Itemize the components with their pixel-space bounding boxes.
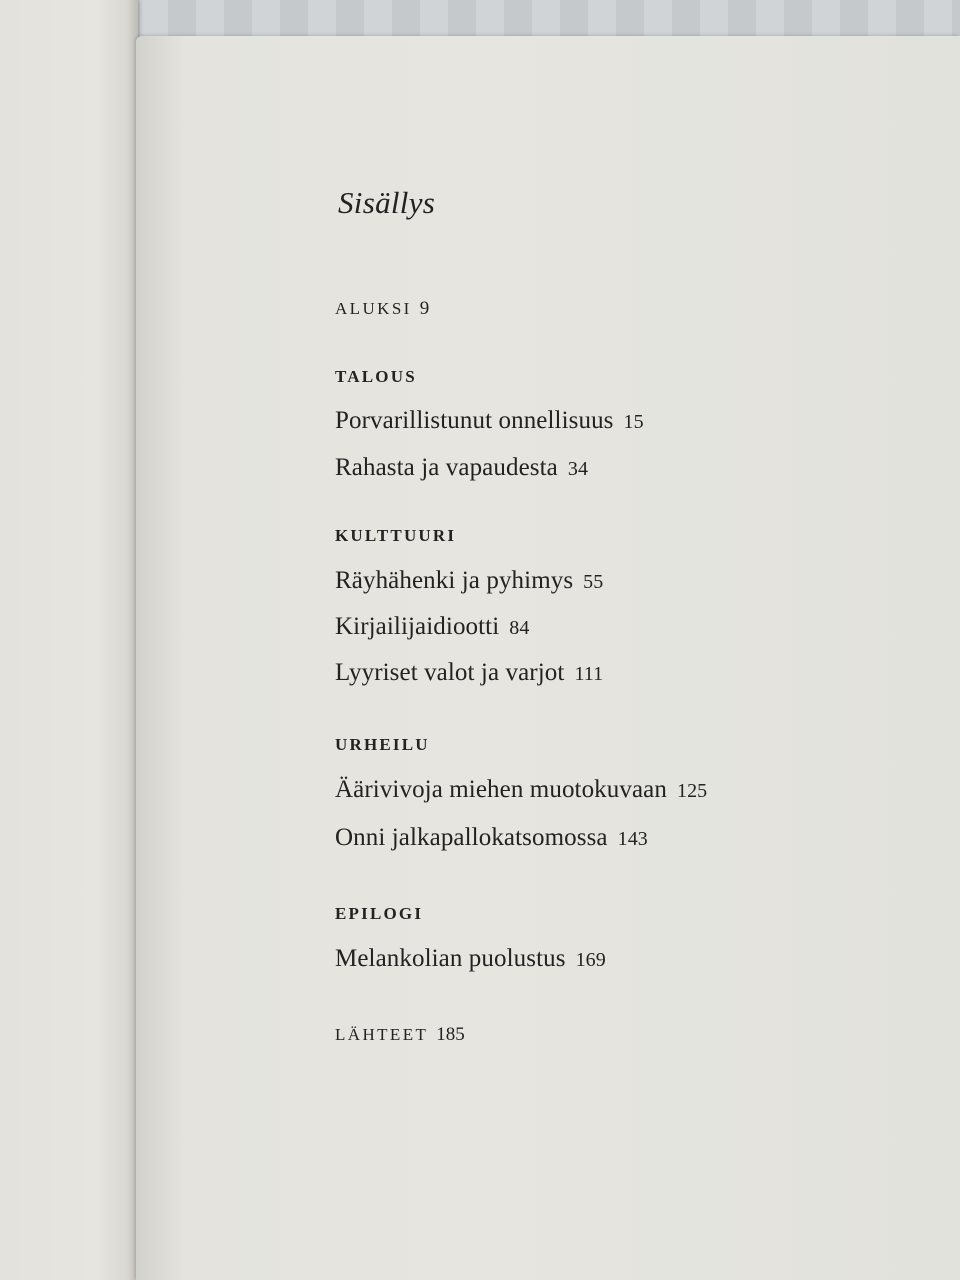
chapter-title: Porvarillistunut onnellisuus [335, 407, 614, 434]
chapter-page: 125 [676, 780, 708, 802]
toc-chapter [335, 657, 603, 690]
toc-chapter [335, 565, 603, 598]
chapter-page: 15 [623, 411, 644, 433]
toc-title: Sisällys [338, 185, 436, 220]
chapter-title: Rahasta ja vapaudesta [335, 454, 558, 481]
toc-chapter [335, 774, 707, 807]
chapter-title: Kirjailijaidiootti [335, 613, 500, 640]
chapter-page: 111 [574, 663, 604, 685]
chapter-title: Lyyriset valot ja varjot [335, 659, 565, 686]
section-heading-kulttuuri: KULTTUURI [335, 526, 457, 545]
section-heading-talous: TALOUS [335, 367, 417, 386]
toc-outro [335, 1023, 465, 1047]
section-heading-epilogi: EPILOGI [335, 904, 424, 923]
toc-chapter [335, 452, 588, 485]
chapter-title: Melankolian puolustus [335, 945, 566, 972]
toc-intro-page: 9 [419, 298, 430, 319]
chapter-page: 169 [575, 949, 606, 971]
cloth-background [0, 0, 960, 40]
toc-outro-page: 185 [436, 1024, 465, 1045]
chapter-title: Äärivivoja miehen muotokuvaan [335, 776, 667, 803]
toc-chapter [335, 943, 606, 976]
chapter-title: Onni jalkapallokatsomossa [335, 824, 608, 851]
toc-intro [335, 297, 429, 321]
chapter-page: 34 [567, 458, 589, 480]
toc-intro-label: ALUKSI [335, 299, 412, 318]
chapter-page: 84 [509, 617, 530, 639]
toc-outro-label: LÄHTEET [335, 1025, 429, 1044]
chapter-title: Räyhähenki ja pyhimys [335, 567, 574, 594]
toc-chapter [335, 405, 644, 438]
chapter-page: 55 [583, 571, 604, 593]
section-heading-urheilu: URHEILU [335, 735, 430, 754]
toc-chapter [335, 611, 529, 644]
left-page [0, 0, 138, 1280]
chapter-page: 143 [617, 828, 648, 850]
toc-chapter [335, 822, 648, 855]
